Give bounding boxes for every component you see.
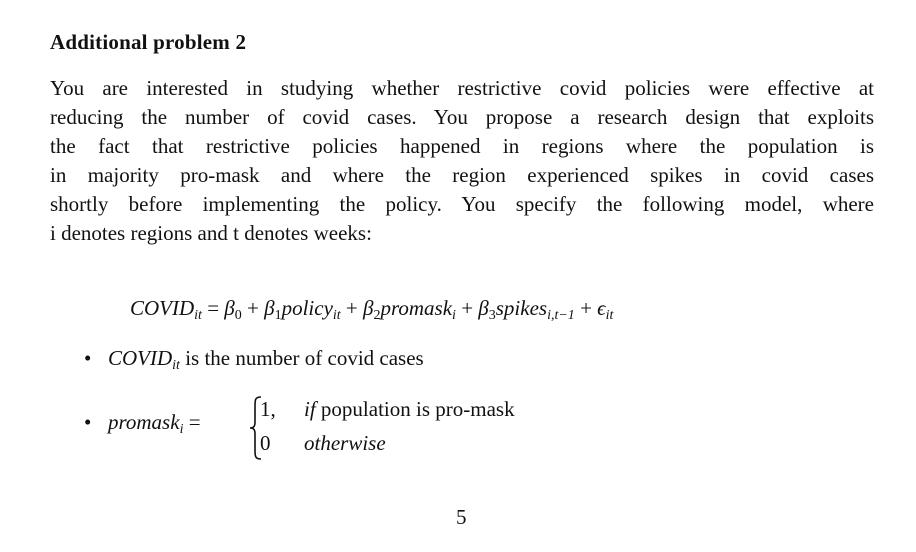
eq-beta1: β [264,296,275,320]
bullet-var: COVID [108,346,173,370]
paragraph-line: i denotes regions and t denotes weeks: [50,221,372,245]
paragraph-line: in majority pro-mask and where the region experienced spikes in covid cases [50,163,874,187]
eq-lhs: COVID [130,296,195,320]
case-value: 0 [260,431,271,455]
eq-lhs-sub: it [194,308,202,323]
eq-spikes: spikes [495,296,548,320]
eq-plus: + [340,296,364,320]
case-value: 1, [260,397,276,421]
paragraph-line: You are interested in studying whether restrictive covid policies were effective at [50,76,874,100]
case-row-promask [260,397,515,422]
eq-beta2: β [363,296,374,320]
bullet-item-covid [84,346,424,371]
eq-promask: promask [380,296,453,320]
bullet-dot-icon: • [84,410,92,434]
eq-equals: = [201,296,225,320]
paragraph-line: the fact that restrictive policies happened in regions where the population is [50,134,874,158]
bullet-text: is the number of covid cases [179,346,424,370]
bullet-var-sub: i [179,422,184,437]
eq-beta1-sub: 1 [274,308,282,323]
eq-spikes-sub: i,t−1 [547,308,575,323]
section-heading: Additional problem 2 [50,30,247,54]
paragraph-line: shortly before implementing the policy. You specify the following model, where [50,192,874,216]
eq-promask-sub: i [452,308,456,323]
eq-plus: + [455,296,479,320]
eq-plus: + [241,296,265,320]
case-condition-text: population is pro-mask [315,397,515,421]
eq-beta3-sub: 3 [488,308,496,323]
bullet-item-promask [84,410,201,435]
bullet-equals: = [183,410,201,434]
eq-plus: + [574,296,598,320]
bullet-var: promask [108,410,180,434]
model-equation [130,296,613,321]
eq-policy: policy [281,296,333,320]
page-number: 5 [456,505,467,529]
eq-beta0-sub: 0 [234,308,242,323]
problem-paragraph [50,74,874,248]
case-condition-math: if [304,397,316,421]
eq-policy-sub: it [332,308,341,323]
bullet-var-sub: it [172,358,180,373]
paragraph-line: reducing the number of covid cases. You propose a research design that exploits [50,105,874,129]
bullet-dot-icon: • [84,346,92,370]
eq-error: ϵ [597,296,606,320]
case-condition: otherwise [304,431,386,455]
eq-beta0: β [224,296,235,320]
eq-error-sub: it [605,308,614,323]
case-row-otherwise [260,431,386,456]
eq-beta3: β [478,296,489,320]
eq-beta2-sub: 2 [373,308,381,323]
